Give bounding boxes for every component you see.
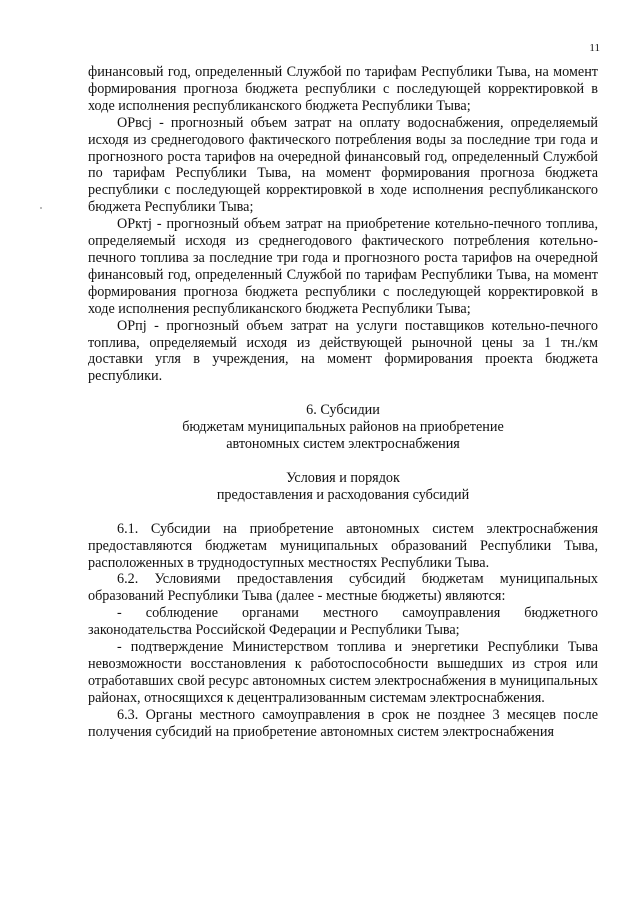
document-body — [88, 64, 598, 741]
list-item-compliance: - соблюдение органами местного самоуправления бюджетного законодательства Российской Федерации и Республики Тыва; — [88, 605, 598, 639]
section-title-line: автономных систем электроснабжения — [226, 436, 460, 453]
paragraph-fuel-suppliers: ОРпj - прогнозный объем затрат на услуги поставщиков котельно-печного топлива, определяемый исходя из действующей рыночной цены за 1 тн./км доставки угля в учреждения, на момент формирования проекта бюджета республики. — [88, 317, 598, 385]
paragraph-boiler-fuel: ОРктj - прогнозный объем затрат на приобретение котельно-печного топлива, определяемый исходя из среднегодового фактического потребления котельно-печного топлива за последние три года и прогнозного роста тарифов на очередной финансовый год, определенный Службой по тарифам Республики Тыва, на момент формирования прогноза бюджета республики с последующей корректировкой в ходе исполнения республиканского бюджета Республики Тыва; — [88, 216, 598, 317]
section-subtitle-line: Условия и порядок — [286, 469, 400, 486]
section-title-line: 6. Субсидии — [306, 402, 380, 419]
paragraph-6-2: 6.2. Условиями предоставления субсидий бюджетам муниципальных образований Республики Тыва (далее - местные бюджеты) являются: — [88, 571, 598, 605]
paragraph-6-3: 6.3. Органы местного самоуправления в срок не позднее 3 месяцев после получения субсидий на приобретение автономных систем электроснабжения — [88, 706, 598, 740]
paragraph-water-supply: ОРвсj - прогнозный объем затрат на оплату водоснабжения, определяемый исходя из среднегодового фактического потребления воды за последние три года и прогнозного роста тарифов на очередной финансовый год, определенный Службой по тарифам Республики Тыва, на момент формирования прогноза бюджета республики с последующей корректировкой в ходе исполнения республиканского бюджета Республики Тыва; — [88, 114, 598, 216]
scan-artifact-dot — [40, 207, 42, 209]
section-title-line: бюджетам муниципальных районов на приобретение — [182, 419, 504, 436]
paragraph-continuation: финансовый год, определенный Службой по тарифам Республики Тыва, на момент формирования прогноза бюджета республики с последующей корректировкой в ходе исполнения республиканского бюджета Республики Тыва; — [88, 64, 598, 114]
page-number: 11 — [589, 42, 600, 54]
section-subtitle-line: предоставления и расходования субсидий — [216, 486, 470, 503]
paragraph-6-1: 6.1. Субсидии на приобретение автономных систем электроснабжения предоставляются бюджетам муниципальных образований Республики Тыва, расположенных в труднодоступных местностях Республики Тыва. — [88, 520, 598, 571]
list-item-confirmation: - подтверждение Министерством топлива и энергетики Республики Тыва невозможности восстановления к работоспособности вышедших из строя или отработавших свой ресурс автономных систем электроснабжения в муниципальных районах, относящихся к децентрализованным системам электроснабжения. — [88, 639, 598, 706]
